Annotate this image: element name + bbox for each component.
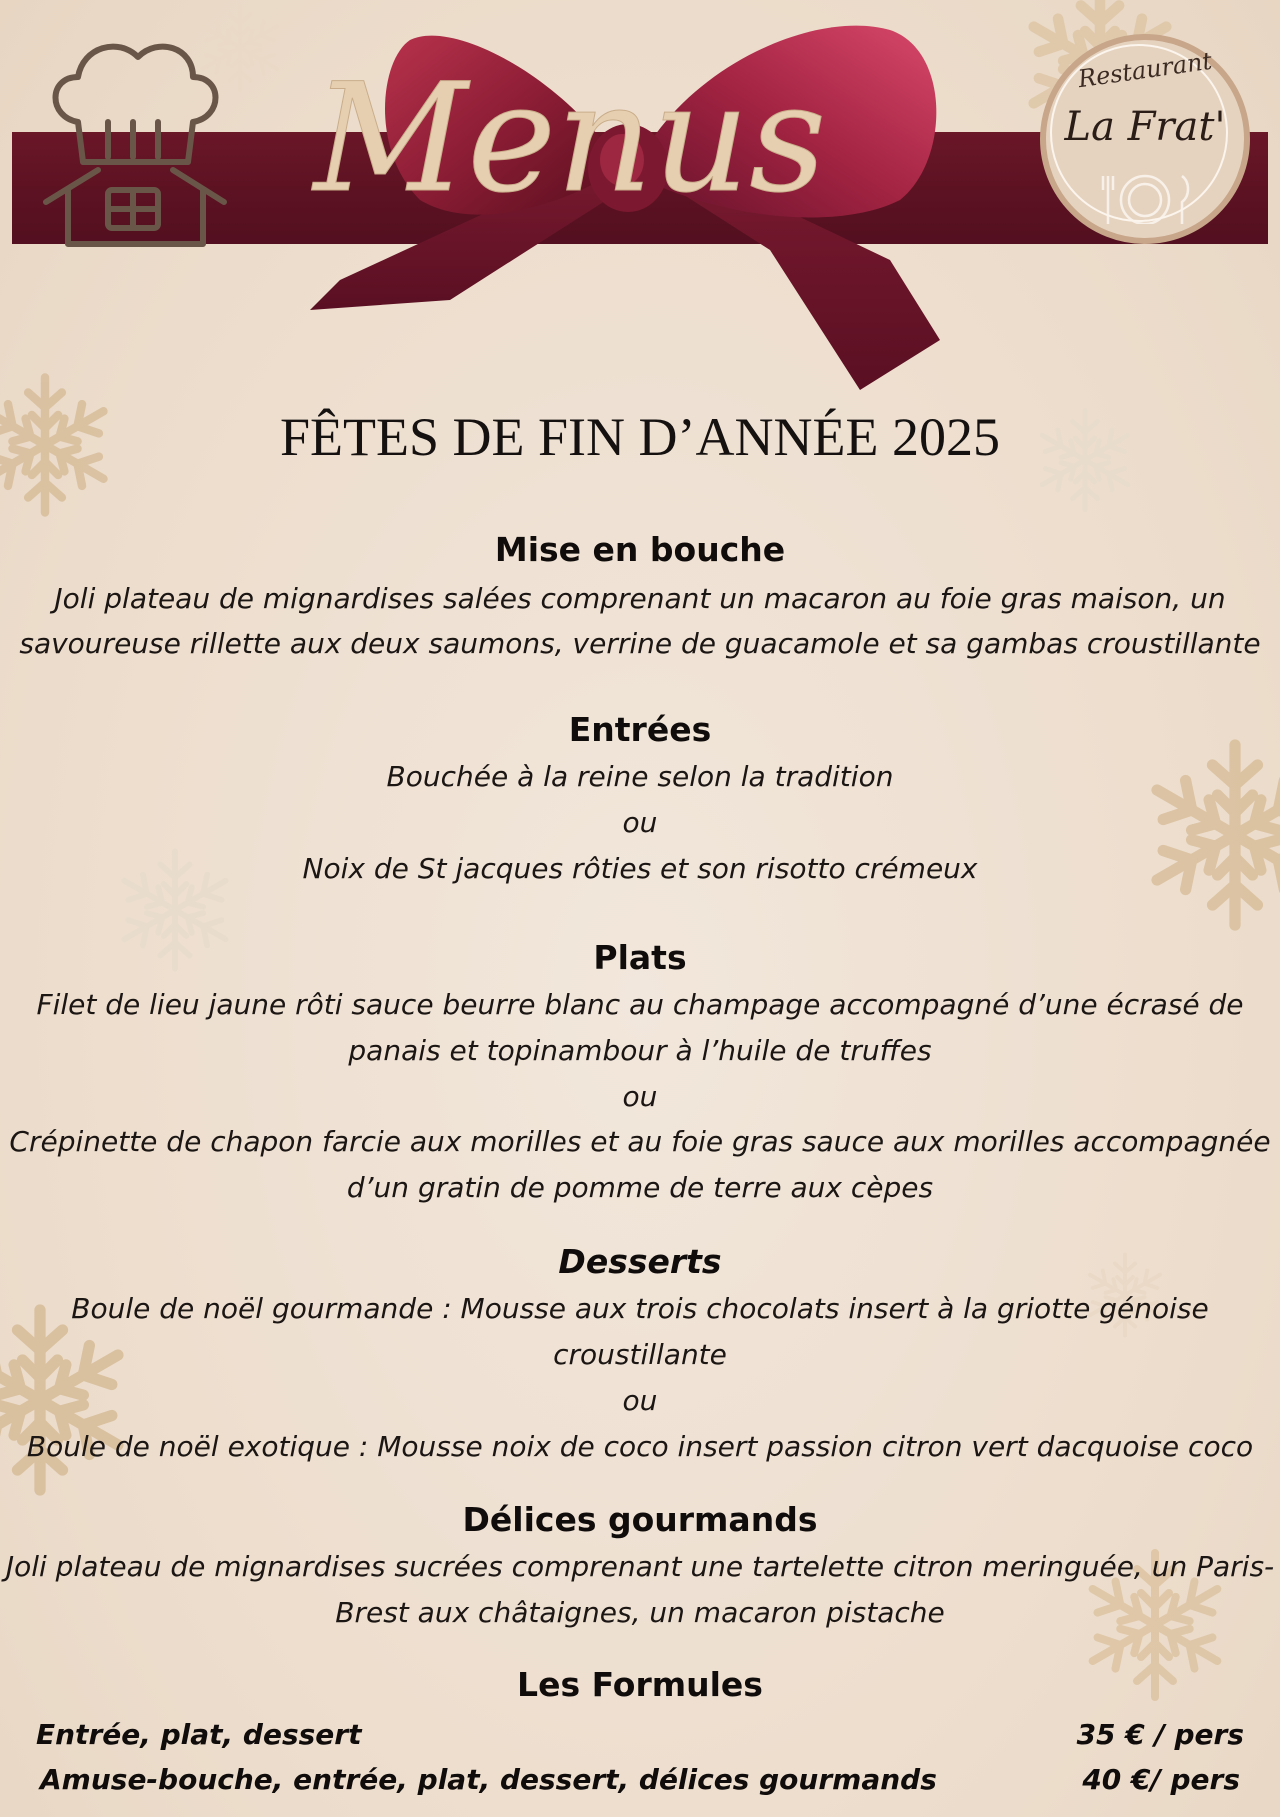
menu-line: croustillante	[553, 1338, 727, 1371]
section-heading-entrees: Entrées	[568, 710, 712, 749]
logo-name: La Frat'	[1064, 104, 1226, 150]
section-heading-plats: Plats	[593, 938, 687, 977]
menu-line: Noix de St jacques rôties et son risotto crémeux	[302, 852, 978, 885]
formula-price: 35 € / pers	[1076, 1718, 1244, 1751]
menu-line: Boule de noël exotique : Mousse noix de coco insert passion citron vert dacquoise coco	[26, 1430, 1254, 1463]
menu-line: ou	[622, 806, 658, 839]
section-heading-mise-en-bouche: Mise en bouche	[494, 530, 786, 569]
menus-script-title	[300, 30, 860, 250]
menu-line: Bouchée à la reine selon la tradition	[386, 760, 894, 793]
menu-line: Joli plateau de mignardises sucrées comprenant une tartelette citron meringuée, un Paris-	[5, 1550, 1275, 1583]
menu-line: Filet de lieu jaune rôti sauce beurre blanc au champage accompagné d’une écrasé de	[36, 988, 1244, 1021]
menu-line: Joli plateau de mignardises salées comprenant un macaron au foie gras maison, un	[54, 582, 1226, 615]
menu-line: panais et topinambour à l’huile de truffes	[348, 1034, 932, 1067]
menu-line: savoureuse rillette aux deux saumons, verrine de guacamole et sa gambas croustillante	[19, 627, 1261, 660]
formula-label: Entrée, plat, dessert	[36, 1718, 362, 1751]
menu-line: Brest aux châtaignes, un macaron pistache	[335, 1596, 945, 1629]
menus-script-text: Menus	[313, 52, 827, 226]
menu-line: Boule de noël gourmande : Mousse aux trois chocolats insert à la griotte génoise	[71, 1292, 1209, 1325]
page-title: FÊTES DE FIN D’ANNÉE 2025	[280, 407, 1000, 467]
formula-price: 40 €/ pers	[1082, 1763, 1240, 1796]
menu-line: d’un gratin de pomme de terre aux cèpes	[346, 1171, 934, 1204]
section-heading-formules: Les Formules	[517, 1665, 763, 1704]
menu-line: Crépinette de chapon farcie aux morilles et au foie gras sauce aux morilles accompagnée	[9, 1125, 1271, 1158]
logo-top-text: Restaurant	[1076, 46, 1214, 94]
section-heading-delices: Délices gourmands	[462, 1500, 818, 1539]
menu-line: ou	[622, 1384, 658, 1417]
section-heading-desserts: Desserts	[558, 1242, 722, 1281]
menu-line: ou	[622, 1080, 658, 1113]
formula-label: Amuse-bouche, entrée, plat, dessert, délices gourmands	[40, 1763, 937, 1796]
plate-cutlery-icon	[1090, 162, 1200, 224]
chef-house-icon	[38, 22, 228, 252]
restaurant-logo	[1040, 34, 1258, 252]
